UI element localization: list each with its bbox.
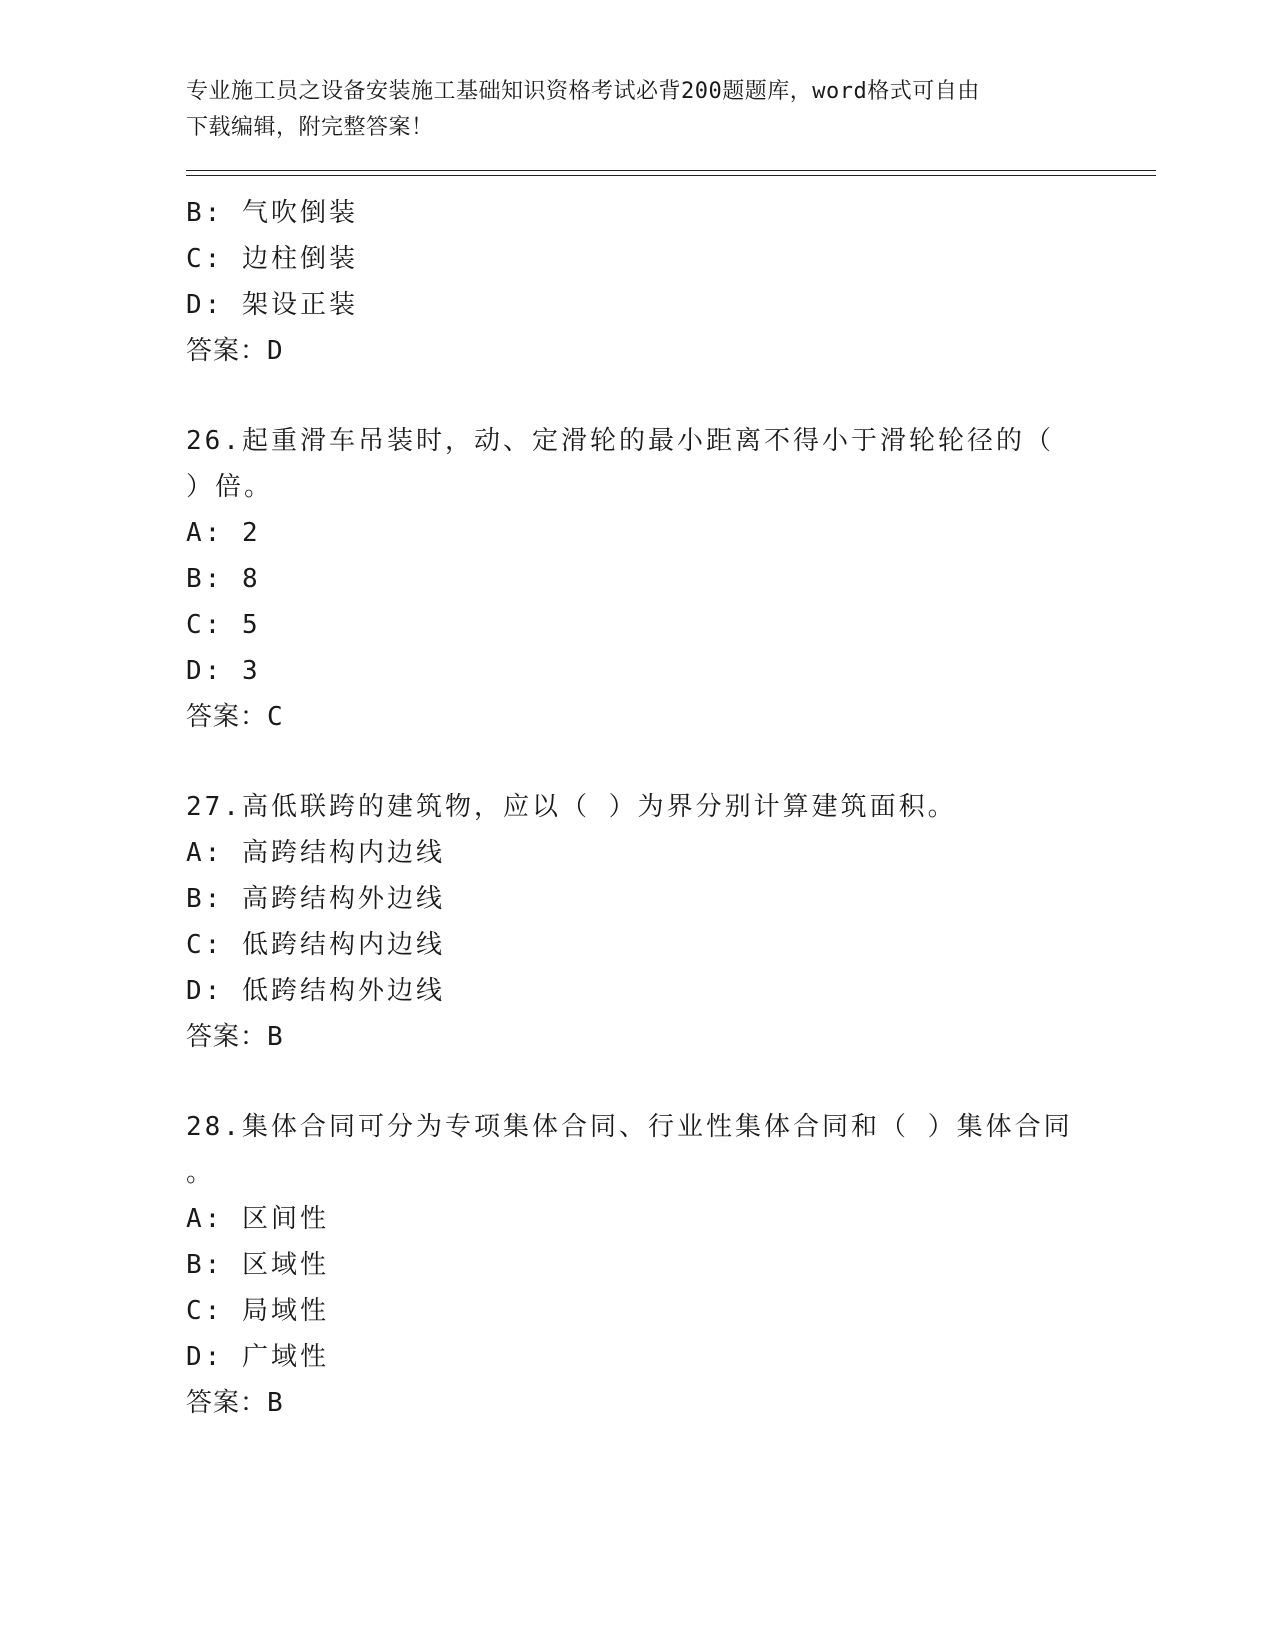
option-a: A: 2 <box>186 518 261 548</box>
option-d: D: 低跨结构外边线 <box>186 976 445 1006</box>
header-rule-top <box>186 170 1156 171</box>
option-b: B: 高跨结构外边线 <box>186 884 445 914</box>
answer-line: 答案：B <box>186 1388 284 1418</box>
header-title-line-2: 下载编辑，附完整答案！ <box>186 115 434 140</box>
question-stem-line-2: ）倍。 <box>186 472 274 502</box>
answer-line: 答案：B <box>186 1022 284 1052</box>
question-stem-line-1: 26.起重滑车吊装时，动、定滑轮的最小距离不得小于滑轮轮径的（ <box>186 426 1054 456</box>
answer-line: 答案：D <box>186 336 284 366</box>
option-a: A: 高跨结构内边线 <box>186 838 445 868</box>
option-c: C: 低跨结构内边线 <box>186 930 445 960</box>
question-stem-line-1: 28.集体合同可分为专项集体合同、行业性集体合同和（ ）集体合同 <box>186 1112 1073 1142</box>
option-d: D: 架设正装 <box>186 290 358 320</box>
option-d: D: 广域性 <box>186 1342 329 1372</box>
question-25 <box>186 190 1066 374</box>
option-c: C: 边柱倒装 <box>186 244 358 274</box>
option-c: C: 局域性 <box>186 1296 329 1326</box>
document-header <box>186 74 1066 146</box>
question-27 <box>186 784 1066 1060</box>
question-26 <box>186 418 1066 740</box>
header-rule-bottom <box>186 175 1156 176</box>
option-a: A: 区间性 <box>186 1204 329 1234</box>
question-28 <box>186 1104 1073 1426</box>
question-stem-line-1: 27.高低联跨的建筑物，应以（ ）为界分别计算建筑面积。 <box>186 792 957 822</box>
question-stem-line-2: 。 <box>186 1158 216 1188</box>
option-b: B: 8 <box>186 564 261 594</box>
answer-line: 答案：C <box>186 702 284 732</box>
header-title-line-1: 专业施工员之设备安装施工基础知识资格考试必背200题题库，word格式可自由 <box>186 79 980 104</box>
option-b: B: 区域性 <box>186 1250 329 1280</box>
question-list <box>186 190 1073 1426</box>
option-c: C: 5 <box>186 610 261 640</box>
option-d: D: 3 <box>186 656 261 686</box>
option-b: B: 气吹倒装 <box>186 198 358 228</box>
